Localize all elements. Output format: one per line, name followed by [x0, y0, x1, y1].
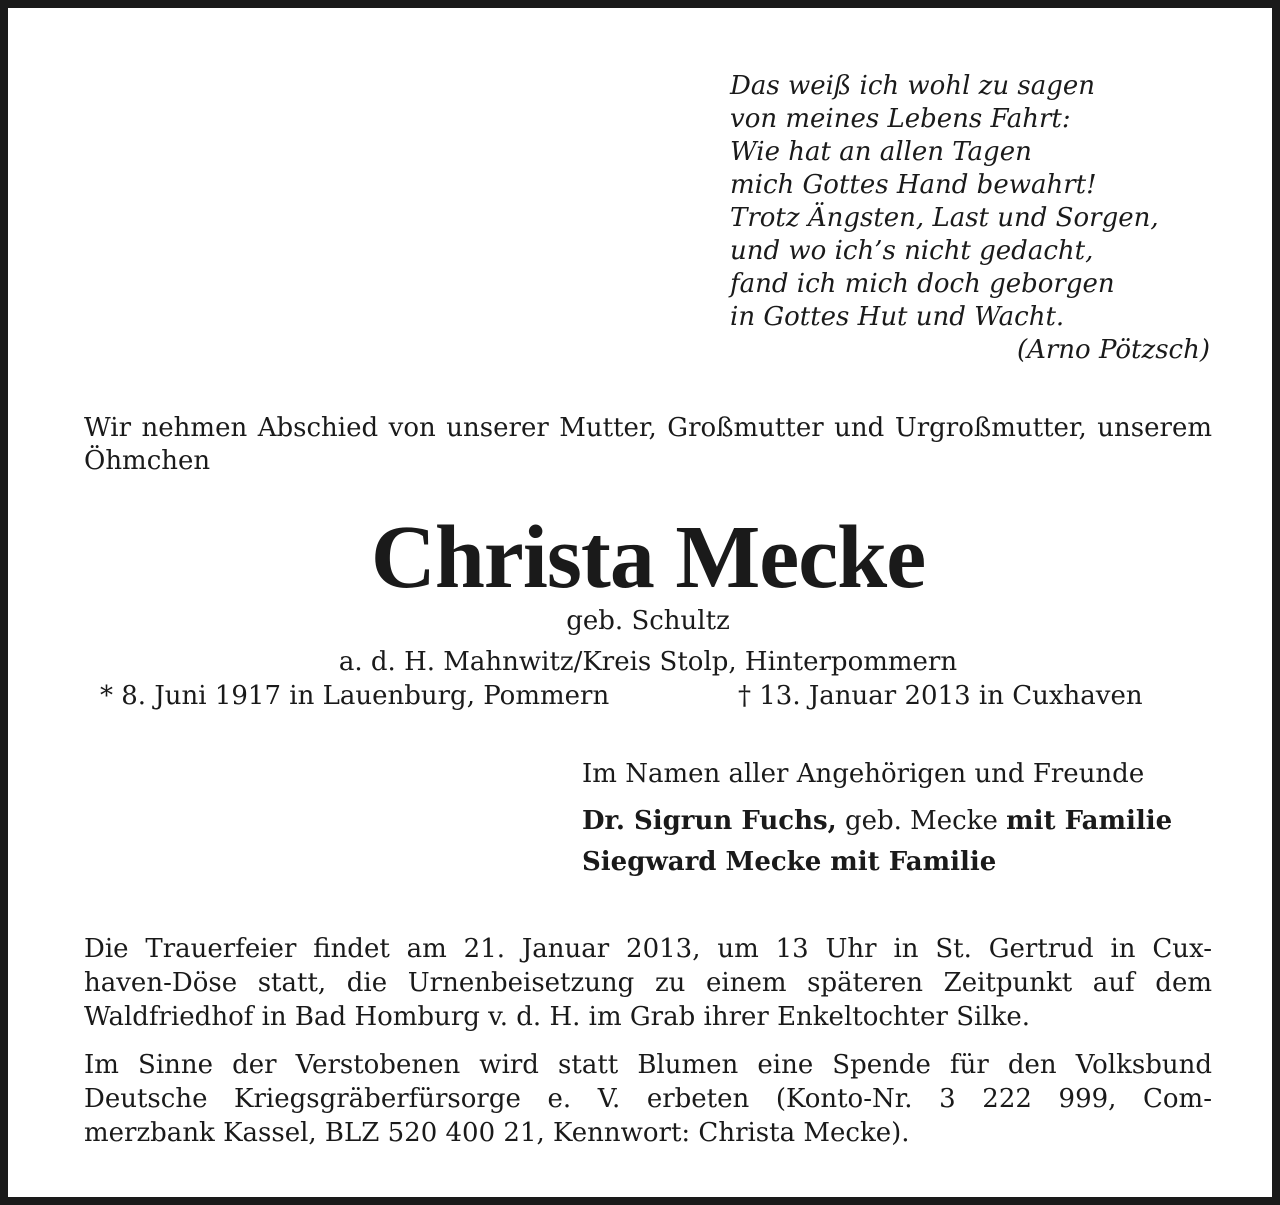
- poem-line: in Gottes Hut und Wacht.: [730, 302, 1065, 332]
- poem-line: mich Gottes Hand bewahrt!: [730, 170, 1097, 200]
- donation-paragraph: [84, 1048, 1212, 1150]
- poem-line: von meines Lebens Fahrt:: [730, 104, 1071, 134]
- signatory-first-maiden: geb. Mecke: [836, 806, 1007, 836]
- deceased-name: Christa Mecke: [370, 508, 926, 607]
- birth-date: * 8. Juni 1917 in Lauenburg, Pommern: [100, 681, 610, 711]
- funeral-line: Waldfriedhof in Bad Homburg v. d. H. im Grab ihrer Enkeltochter Silke.: [84, 1002, 1031, 1032]
- intro-text: Wir nehmen Abschied von unserer Mutter, Großmutter und Urgroßmutter, unserem Öhmchen: [84, 413, 1212, 476]
- death-date: † 13. Januar 2013 in Cuxhaven: [738, 681, 1143, 711]
- donation-line: Im Sinne der Verstobenen wird statt Blumen eine Spende für den Volksbund: [84, 1050, 1212, 1080]
- signatories-heading: Im Namen aller Angehörigen und Freunde: [582, 759, 1145, 789]
- signatory-first-name: Dr. Sigrun Fuchs,: [582, 806, 837, 836]
- donation-line: Deutsche Kriegsgräberfürsorge e. V. erbeten (Konto-Nr. 3 222 999, Com-: [84, 1084, 1212, 1114]
- funeral-line: Die Trauerfeier findet am 21. Januar 2013, um 13 Uhr in St. Gertrud in Cux-: [84, 934, 1212, 964]
- maiden-name: geb. Schultz: [566, 606, 730, 636]
- poem-line: fand ich mich doch geborgen: [730, 269, 1115, 299]
- donation-line: merzbank Kassel, BLZ 520 400 21, Kennwort: Christa Mecke).: [84, 1118, 910, 1148]
- poem-line: und wo ich’s nicht gedacht,: [730, 236, 1094, 266]
- poem-line: Das weiß ich wohl zu sagen: [730, 71, 1095, 101]
- signatory-second: Siegward Mecke mit Familie: [582, 847, 997, 877]
- poem-line: Trotz Ängsten, Last und Sorgen,: [730, 203, 1159, 233]
- funeral-paragraph: [84, 932, 1212, 1034]
- signatory-first: [582, 805, 1172, 838]
- funeral-line: haven-Döse statt, die Urnenbeisetzung zu einem späteren Zeitpunkt auf dem: [84, 968, 1212, 998]
- origin: a. d. H. Mahnwitz/Kreis Stolp, Hinterpommern: [338, 647, 958, 677]
- poem-line: Wie hat an allen Tagen: [730, 137, 1032, 167]
- poem: [730, 70, 1210, 367]
- signatory-first-suffix: mit Familie: [1006, 806, 1173, 836]
- poem-author: (Arno Pötzsch): [1016, 335, 1210, 365]
